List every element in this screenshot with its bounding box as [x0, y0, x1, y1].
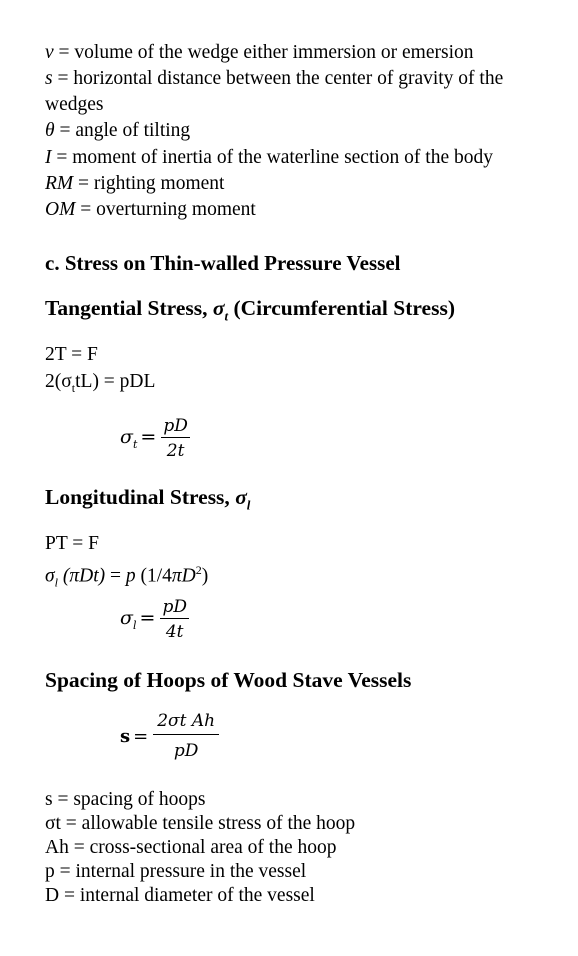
longitudinal-equation-2: $\sigma_l$ (πDt) = p $(1/4\pi D^2)$	[45, 563, 209, 590]
definition-theta: θ = angle of tilting	[45, 120, 191, 141]
longitudinal-formula: $\sigma_l$ = $\frac{pD}{4t}$	[120, 597, 187, 642]
tangential-formula: $\sigma_t$ = $\frac{pD}{2t}$	[120, 416, 188, 461]
hoops-denominator: pD	[173, 741, 199, 761]
definition-rm: RM = righting moment	[45, 173, 225, 194]
hoops-definition-s: s = spacing of hoops	[45, 789, 206, 810]
hoops-definition-ah: Ah = cross-sectional area of the hoop	[45, 837, 337, 858]
tangential-equation-1: 2T = F	[45, 344, 98, 365]
hoops-definition-p: p = internal pressure in the vessel	[45, 861, 307, 882]
definition-om: OM = overturning moment	[45, 199, 256, 220]
section-title: c. Stress on Thin-walled Pressure Vessel	[45, 251, 401, 275]
definition-v: v = volume of the wedge either immersion or emersion	[45, 42, 474, 63]
tangential-numerator: pD	[163, 416, 188, 436]
longitudinal-heading: Longitudinal Stress, $\sigma_l$	[45, 485, 251, 513]
hoops-formula: s = $\frac{\text{2σt Ah}}{pD}$	[120, 711, 219, 761]
definition-s: s = horizontal distance between the center of gravity of the	[45, 68, 504, 89]
definition-s-continued: wedges	[45, 94, 104, 115]
definition-i: I = moment of inertia of the waterline section of the body	[45, 147, 493, 168]
hoops-definition-d: D = internal diameter of the vessel	[45, 885, 315, 906]
longitudinal-equation-1: PT = F	[45, 533, 99, 554]
longitudinal-denominator: 4t	[165, 622, 184, 642]
tangential-equation-2: $2(\sigma_ttL)$ = pDL	[45, 371, 156, 395]
tangential-denominator: 2t	[166, 441, 185, 461]
hoops-heading: Spacing of Hoops of Wood Stave Vessels	[45, 668, 412, 692]
hoops-numerator: 2σt Ah	[153, 711, 219, 735]
longitudinal-numerator: pD	[162, 597, 187, 617]
tangential-heading: Tangential Stress, $\sigma_t$ (Circumferential Stress)	[45, 296, 455, 324]
hoops-definition-sigma-t: σt = allowable tensile stress of the hoop	[45, 813, 356, 834]
